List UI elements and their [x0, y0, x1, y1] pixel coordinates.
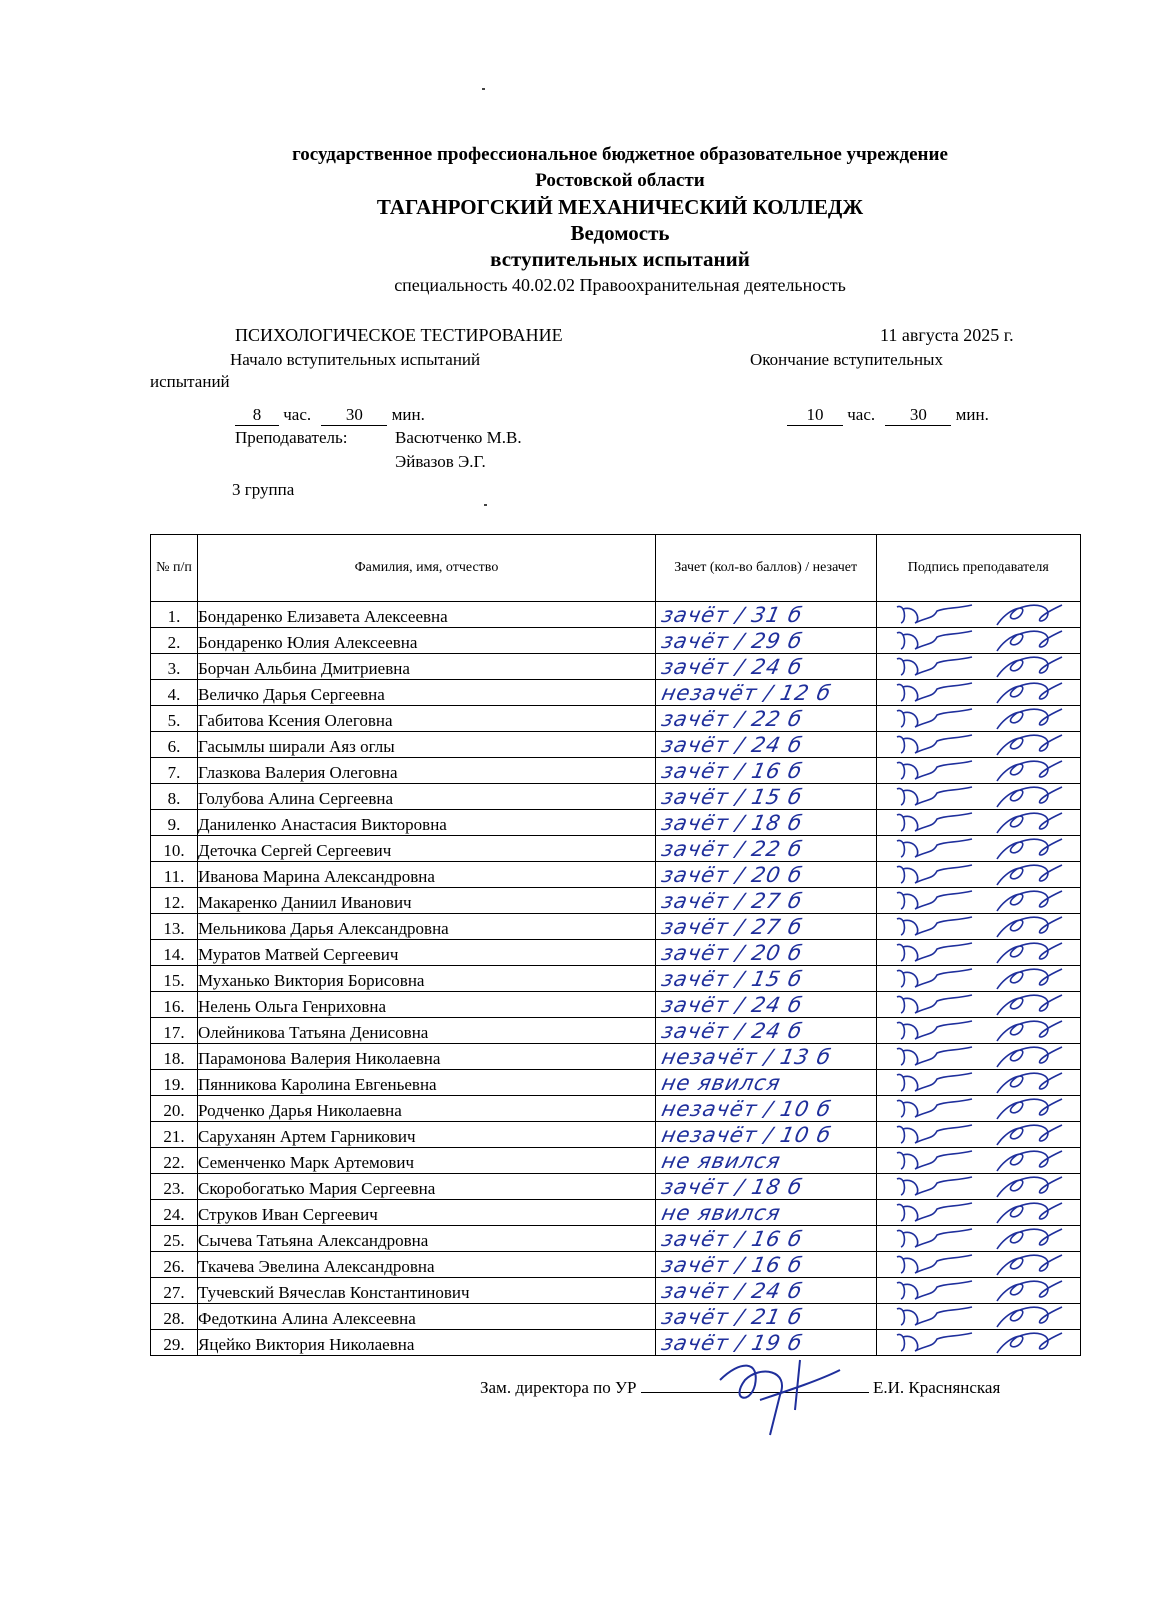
- start-time: [235, 405, 425, 426]
- signature-cell: [876, 732, 1080, 758]
- handwritten-result: зачёт / 24 б: [659, 1019, 805, 1043]
- row-number: 13.: [151, 914, 198, 940]
- student-name: Даниленко Анастасия Викторовна: [198, 810, 656, 836]
- signature-cell: [876, 680, 1080, 706]
- result-cell: [655, 1278, 876, 1304]
- result-cell: [655, 1200, 876, 1226]
- result-cell: [655, 1096, 876, 1122]
- director-label: Зам. директора по УР: [480, 1378, 637, 1397]
- row-number: 25.: [151, 1226, 198, 1252]
- result-cell: [655, 758, 876, 784]
- table-row: [151, 1096, 1081, 1122]
- student-name: Бондаренко Елизавета Алексеевна: [198, 602, 656, 628]
- row-number: 5.: [151, 706, 198, 732]
- student-name: Габитова Ксения Олеговна: [198, 706, 656, 732]
- signature-cell: [876, 758, 1080, 784]
- student-name: Парамонова Валерия Николаевна: [198, 1044, 656, 1070]
- student-name: Струков Иван Сергеевич: [198, 1200, 656, 1226]
- handwritten-result: зачёт / 27 б: [659, 889, 805, 913]
- result-cell: [655, 1304, 876, 1330]
- end-hour: 10: [787, 405, 843, 426]
- institution-region: Ростовской области: [535, 170, 705, 191]
- table-row: [151, 940, 1081, 966]
- row-number: 21.: [151, 1122, 198, 1148]
- table-header-row: [151, 535, 1081, 602]
- result-cell: [655, 1252, 876, 1278]
- student-name: Деточка Сергей Сергеевич: [198, 836, 656, 862]
- specialty-line: специальность 40.02.02 Правоохранительная деятельность: [394, 275, 846, 295]
- table-row: [151, 1070, 1081, 1096]
- result-cell: [655, 1148, 876, 1174]
- signature-cell: [876, 784, 1080, 810]
- student-name: Сычева Татьяна Александровна: [198, 1226, 656, 1252]
- student-name: Голубова Алина Сергеевна: [198, 784, 656, 810]
- result-cell: [655, 784, 876, 810]
- start-minute: 30: [321, 405, 387, 426]
- signature-cell: [876, 862, 1080, 888]
- table-row: [151, 992, 1081, 1018]
- handwritten-result: незачёт / 10 б: [659, 1123, 834, 1147]
- result-cell: [655, 836, 876, 862]
- table-row: [151, 966, 1081, 992]
- document-title: Ведомость: [570, 221, 670, 245]
- handwritten-result: зачёт / 29 б: [659, 629, 805, 653]
- group-label: 3 группа: [232, 480, 295, 499]
- handwritten-result: зачёт / 21 б: [659, 1305, 805, 1329]
- table-row: [151, 914, 1081, 940]
- student-name: Мельникова Дарья Александровна: [198, 914, 656, 940]
- table-row: [151, 836, 1081, 862]
- handwritten-result: зачёт / 19 б: [659, 1331, 805, 1355]
- row-number: 16.: [151, 992, 198, 1018]
- table-row: [151, 602, 1081, 628]
- row-number: 20.: [151, 1096, 198, 1122]
- handwritten-result: зачёт / 22 б: [659, 837, 805, 861]
- result-cell: [655, 628, 876, 654]
- result-cell: [655, 1122, 876, 1148]
- start-hour: 8: [235, 405, 279, 426]
- student-name: Семенченко Марк Артемович: [198, 1148, 656, 1174]
- handwritten-result: зачёт / 22 б: [659, 707, 805, 731]
- handwritten-result: незачёт / 12 б: [659, 681, 834, 705]
- result-cell: [655, 966, 876, 992]
- row-number: 27.: [151, 1278, 198, 1304]
- student-name: Олейникова Татьяна Денисовна: [198, 1018, 656, 1044]
- teacher-2: Эйвазов Э.Г.: [395, 452, 486, 471]
- table-row: [151, 706, 1081, 732]
- table-row: [151, 784, 1081, 810]
- start-minute-unit: мин.: [391, 405, 425, 424]
- row-number: 14.: [151, 940, 198, 966]
- student-name: Яцейко Виктория Николаевна: [198, 1330, 656, 1356]
- result-cell: [655, 1018, 876, 1044]
- signature-cell: [876, 888, 1080, 914]
- table-body: [151, 602, 1081, 1356]
- result-cell: [655, 992, 876, 1018]
- result-cell: [655, 654, 876, 680]
- student-name: Глазкова Валерия Олеговна: [198, 758, 656, 784]
- start-label: Начало вступительных испытаний: [230, 350, 481, 369]
- handwritten-result: зачёт / 27 б: [659, 915, 805, 939]
- signature-cell: [876, 836, 1080, 862]
- start-hour-unit: час.: [283, 405, 312, 424]
- teacher-1: Васютченко М.В.: [395, 428, 522, 447]
- row-number: 9.: [151, 810, 198, 836]
- table-row: [151, 732, 1081, 758]
- end-label-continued: испытаний: [150, 372, 230, 391]
- handwritten-result: зачёт / 15 б: [659, 967, 805, 991]
- student-name: Родченко Дарья Николаевна: [198, 1096, 656, 1122]
- signature-cell: [876, 1174, 1080, 1200]
- col-signature-header: Подпись преподавателя: [876, 535, 1080, 602]
- result-cell: [655, 862, 876, 888]
- table-row: [151, 810, 1081, 836]
- table-row: [151, 758, 1081, 784]
- signature-cell: [876, 1096, 1080, 1122]
- col-number-header: № п/п: [151, 535, 198, 602]
- table-row: [151, 1018, 1081, 1044]
- table-row: [151, 1330, 1081, 1356]
- signature-cell: [876, 706, 1080, 732]
- student-name: Федоткина Алина Алексеевна: [198, 1304, 656, 1330]
- signature-cell: [876, 810, 1080, 836]
- row-number: 26.: [151, 1252, 198, 1278]
- student-name: Муханько Виктория Борисовна: [198, 966, 656, 992]
- result-cell: [655, 680, 876, 706]
- table-row: [151, 1148, 1081, 1174]
- student-name: Саруханян Артем Гарникович: [198, 1122, 656, 1148]
- row-number: 12.: [151, 888, 198, 914]
- result-cell: [655, 1070, 876, 1096]
- college-name: ТАГАНРОГСКИЙ МЕХАНИЧЕСКИЙ КОЛЛЕДЖ: [376, 195, 864, 219]
- handwritten-result: зачёт / 24 б: [659, 1279, 805, 1303]
- signature-cell: [876, 940, 1080, 966]
- table-row: [151, 1122, 1081, 1148]
- student-name: Гасымлы ширали Аяз оглы: [198, 732, 656, 758]
- table-row: [151, 1304, 1081, 1330]
- result-cell: [655, 706, 876, 732]
- handwritten-result: зачёт / 24 б: [659, 993, 805, 1017]
- table-row: [151, 1252, 1081, 1278]
- signature-cell: [876, 1278, 1080, 1304]
- row-number: 10.: [151, 836, 198, 862]
- table-row: [151, 1226, 1081, 1252]
- handwritten-result: зачёт / 31 б: [659, 603, 805, 627]
- table-row: [151, 862, 1081, 888]
- student-name: Бондаренко Юлия Алексеевна: [198, 628, 656, 654]
- table-row: [151, 1174, 1081, 1200]
- result-cell: [655, 888, 876, 914]
- signature-cell: [876, 1330, 1080, 1356]
- handwritten-result: зачёт / 16 б: [659, 759, 805, 783]
- result-cell: [655, 732, 876, 758]
- teacher-signature-image: [877, 1327, 1077, 1357]
- scan-speck: [482, 88, 485, 90]
- handwritten-result: не явился: [659, 1201, 784, 1225]
- table-row: [151, 1278, 1081, 1304]
- signature-cell: [876, 1018, 1080, 1044]
- signature-cell: [876, 1044, 1080, 1070]
- table-row: [151, 628, 1081, 654]
- signature-cell: [876, 992, 1080, 1018]
- institution-type: государственное профессиональное бюджетное образовательное учреждение: [292, 144, 948, 165]
- table-row: [151, 680, 1081, 706]
- handwritten-result: не явился: [659, 1149, 784, 1173]
- handwritten-result: зачёт / 18 б: [659, 1175, 805, 1199]
- signature-cell: [876, 602, 1080, 628]
- student-name: Скоробогатько Мария Сергеевна: [198, 1174, 656, 1200]
- row-number: 23.: [151, 1174, 198, 1200]
- test-date: 11 августа 2025 г.: [880, 325, 1014, 345]
- handwritten-result: зачёт / 16 б: [659, 1227, 805, 1251]
- teacher-label: Преподаватель:: [235, 428, 348, 447]
- student-name: Нелень Ольга Генриховна: [198, 992, 656, 1018]
- student-name: Муратов Матвей Сергеевич: [198, 940, 656, 966]
- result-cell: [655, 1174, 876, 1200]
- test-name: ПСИХОЛОГИЧЕСКОЕ ТЕСТИРОВАНИЕ: [235, 325, 563, 345]
- student-name: Ткачева Эвелина Александровна: [198, 1252, 656, 1278]
- student-name: Пянникова Каролина Евгеньевна: [198, 1070, 656, 1096]
- scan-speck: [484, 504, 487, 506]
- student-name: Иванова Марина Александровна: [198, 862, 656, 888]
- row-number: 1.: [151, 602, 198, 628]
- handwritten-result: зачёт / 20 б: [659, 941, 805, 965]
- col-name-header: Фамилия, имя, отчество: [198, 535, 656, 602]
- handwritten-result: незачёт / 10 б: [659, 1097, 834, 1121]
- row-number: 24.: [151, 1200, 198, 1226]
- row-number: 19.: [151, 1070, 198, 1096]
- end-label: Окончание вступительных: [750, 350, 943, 369]
- signature-cell: [876, 966, 1080, 992]
- document-subtitle: вступительных испытаний: [490, 247, 750, 271]
- signature-cell: [876, 1226, 1080, 1252]
- signature-cell: [876, 1304, 1080, 1330]
- row-number: 6.: [151, 732, 198, 758]
- student-name: Макаренко Даниил Иванович: [198, 888, 656, 914]
- row-number: 3.: [151, 654, 198, 680]
- handwritten-result: зачёт / 24 б: [659, 733, 805, 757]
- end-time: [787, 405, 989, 426]
- handwritten-result: зачёт / 16 б: [659, 1253, 805, 1277]
- signature-cell: [876, 1200, 1080, 1226]
- student-name: Величко Дарья Сергеевна: [198, 680, 656, 706]
- row-number: 22.: [151, 1148, 198, 1174]
- signature-cell: [876, 1070, 1080, 1096]
- result-cell: [655, 602, 876, 628]
- signature-cell: [876, 654, 1080, 680]
- end-minute-unit: мин.: [955, 405, 989, 424]
- signature-cell: [876, 914, 1080, 940]
- row-number: 28.: [151, 1304, 198, 1330]
- row-number: 17.: [151, 1018, 198, 1044]
- document-header: [150, 142, 1090, 298]
- signature-cell: [876, 628, 1080, 654]
- result-cell: [655, 940, 876, 966]
- row-number: 8.: [151, 784, 198, 810]
- row-number: 4.: [151, 680, 198, 706]
- row-number: 11.: [151, 862, 198, 888]
- row-number: 15.: [151, 966, 198, 992]
- handwritten-result: зачёт / 18 б: [659, 811, 805, 835]
- table-row: [151, 1200, 1081, 1226]
- handwritten-result: зачёт / 24 б: [659, 655, 805, 679]
- handwritten-result: зачёт / 20 б: [659, 863, 805, 887]
- row-number: 29.: [151, 1330, 198, 1356]
- table-row: [151, 1044, 1081, 1070]
- signature-cell: [876, 1122, 1080, 1148]
- signature-cell: [876, 1148, 1080, 1174]
- row-number: 18.: [151, 1044, 198, 1070]
- col-result-header: Зачет (кол-во баллов) / незачет: [655, 535, 876, 602]
- table-row: [151, 654, 1081, 680]
- result-cell: [655, 1044, 876, 1070]
- row-number: 7.: [151, 758, 198, 784]
- end-hour-unit: час.: [847, 405, 876, 424]
- signature-cell: [876, 1252, 1080, 1278]
- handwritten-result: зачёт / 15 б: [659, 785, 805, 809]
- director-signature-image: [700, 1340, 880, 1440]
- end-minute: 30: [885, 405, 951, 426]
- table-row: [151, 888, 1081, 914]
- result-cell: [655, 810, 876, 836]
- handwritten-result: незачёт / 13 б: [659, 1045, 834, 1069]
- director-name: Е.И. Краснянская: [873, 1378, 1001, 1397]
- handwritten-result: не явился: [659, 1071, 784, 1095]
- row-number: 2.: [151, 628, 198, 654]
- grades-table: [150, 534, 1081, 1356]
- result-cell: [655, 1226, 876, 1252]
- student-name: Тучевский Вячеслав Константинович: [198, 1278, 656, 1304]
- result-cell: [655, 914, 876, 940]
- student-name: Борчан Альбина Дмитриевна: [198, 654, 656, 680]
